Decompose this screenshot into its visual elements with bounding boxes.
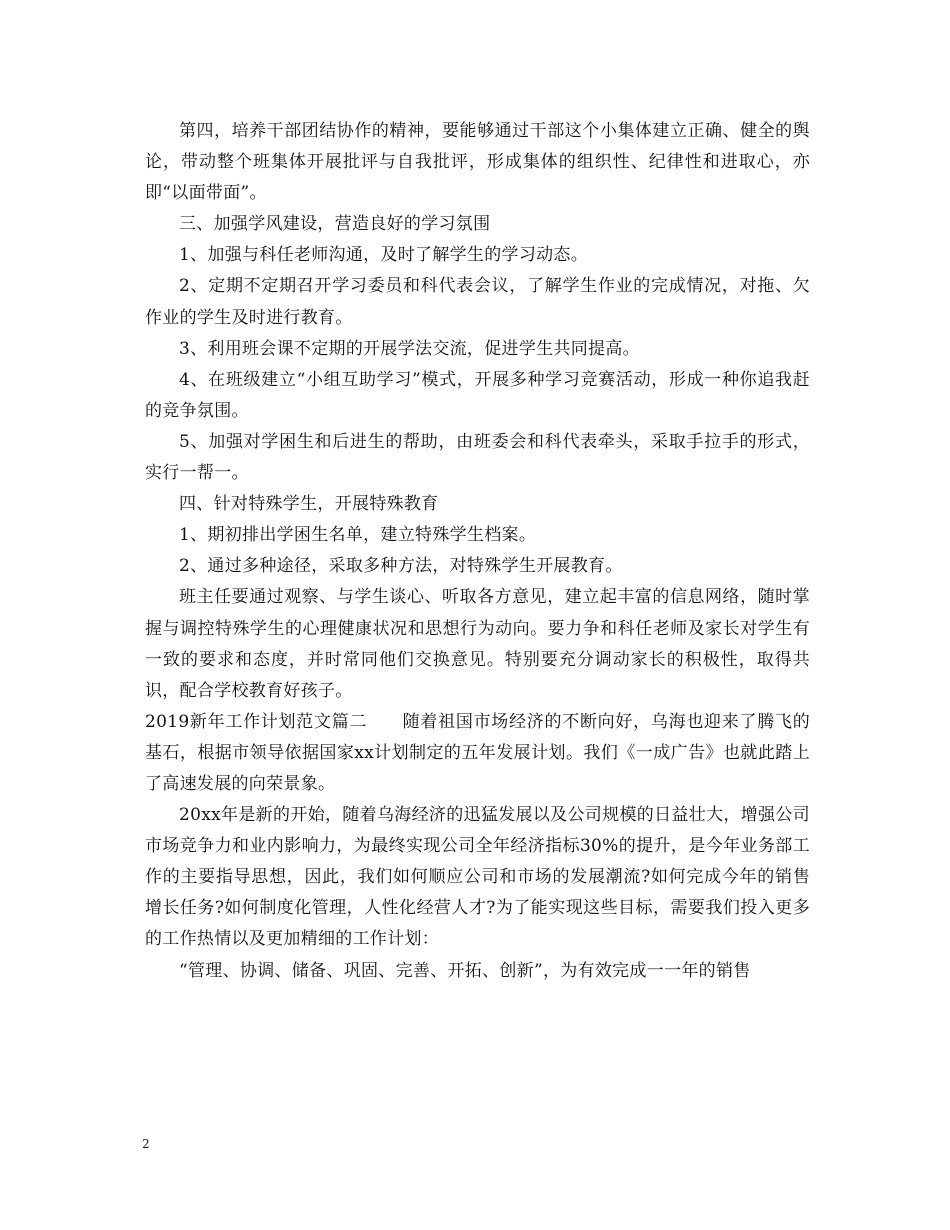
paragraph-3: 1、加强与科任老师沟通，及时了解学生的学习动态。	[179, 245, 589, 266]
paragraph-9: 1、期初排出学困生名单，建立特殊学生档案。	[179, 525, 537, 546]
paragraph-12: 2019新年工作计划范文篇二 随着祖国市场经济的不断向好，乌海也迎来了腾飞的基石，根据市领导依据国家xx计划制定的五年发展计划。我们《一成广告》也就此踏上了高速发展的向荣景象。	[145, 711, 810, 794]
paragraph-5: 3、利用班会课不定期的开展学法交流，促进学生共同提高。	[179, 338, 640, 359]
section-heading-3: 三、加强学风建设，营造良好的学习氛围	[179, 214, 491, 235]
paragraph-1: 第四，培养干部团结协作的精神，要能够通过干部这个小集体建立正确、健全的舆论，带动整个班集体开展批评与自我批评，形成集体的组织性、纪律性和进取心，亦即“以面带面”。	[145, 121, 810, 204]
paragraph-6: 4、在班级建立“小组互助学习”模式，开展多种学习竞赛活动，形成一种你追我赶的竞争氛围。	[145, 369, 810, 421]
paragraph-7: 5、加强对学困生和后进生的帮助，由班委会和科代表牵头，采取手拉手的形式，实行一帮一。	[145, 431, 810, 484]
paragraph-11: 班主任要通过观察、与学生谈心、听取各方意见，建立起丰富的信息网络，随时掌握与调控特殊学生的心理健康状况和思想行为动向。要力争和科任老师及家长对学生有一致的要求和态度，并时常同他们交换意见。特别要充分调动家长的积极性，取得共识，配合学校教育好孩子。	[145, 587, 810, 701]
paragraph-14: “管理、协调、储备、巩固、完善、开拓、创新”，为有效完成一一年的销售	[179, 960, 751, 981]
document-body	[145, 116, 810, 987]
paragraph-10: 2、通过多种途径，采取多种方法，对特殊学生开展教育。	[179, 556, 623, 577]
page-number: 2	[142, 1137, 150, 1151]
section-heading-4: 四、针对特殊学生，开展特殊教育	[179, 494, 439, 515]
paragraph-4: 2、定期不定期召开学习委员和科代表会议，了解学生作业的完成情况，对拖、欠作业的学生及时进行教育。	[145, 276, 810, 328]
paragraph-13: 20xx年是新的开始，随着乌海经济的迅猛发展以及公司规模的日益壮大，增强公司市场竞争力和业内影响力，为最终实现公司全年经济指标30%的提升，是今年业务部工作的主要指导思想，因此，我们如何顺应公司和市场的发展潮流?如何完成今年的销售增长任务?如何制度化管理，人性化经营人才?为了能实现这些目标，需要我们投入更多的工作热情以及更加精细的工作计划：	[145, 805, 810, 950]
